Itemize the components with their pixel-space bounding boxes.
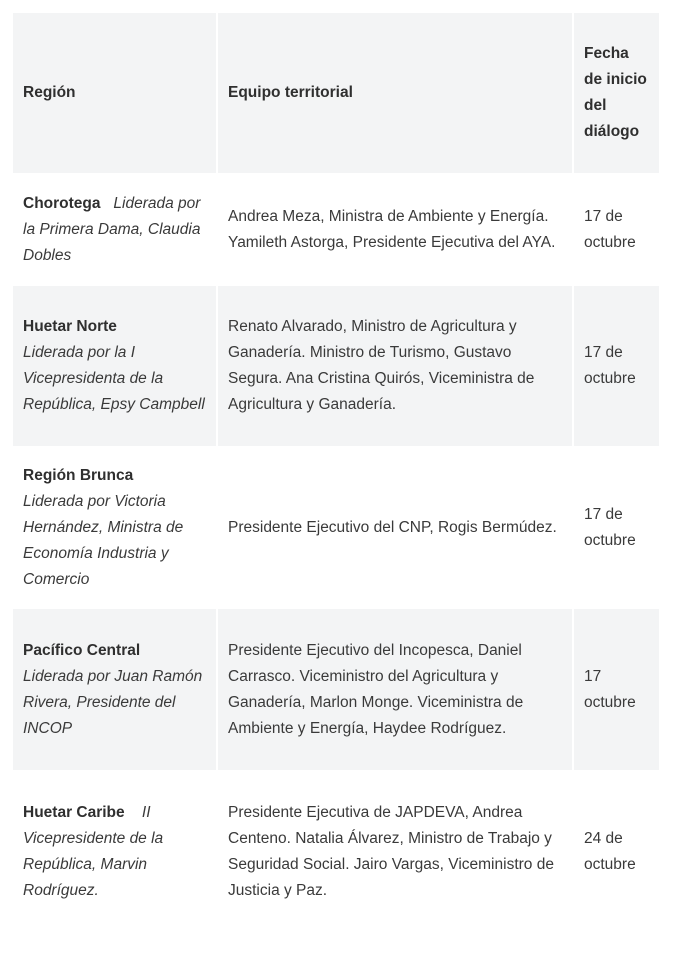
- header-date: Fecha de inicio del diálogo: [574, 13, 659, 173]
- table-row: [13, 446, 659, 609]
- header-region: Región: [13, 13, 218, 173]
- date-cell: 17 de octubre: [584, 207, 636, 251]
- regions-table: [13, 13, 659, 933]
- date-cell: 24 de octubre: [584, 829, 636, 873]
- table-header-row: [13, 13, 659, 173]
- header-team: Equipo territorial: [218, 13, 574, 173]
- team-cell: Andrea Meza, Ministra de Ambiente y Energía. Yamileth Astorga, Presidente Ejecutiva del AYA.: [218, 173, 574, 286]
- team-cell: Renato Alvarado, Ministro de Agricultura y Ganadería. Ministro de Turismo, Gustavo Segura. Ana Cristina Quirós, Viceministra de Agricultura y Ganadería.: [218, 286, 574, 446]
- region-cell: [13, 446, 218, 609]
- table-row: [13, 770, 659, 933]
- region-cell: [13, 286, 218, 446]
- team-cell: Presidente Ejecutivo del Incopesca, Daniel Carrasco. Viceministro del Agricultura y Ganadería, Marlon Monge. Viceministra de Ambiente y Energía, Haydee Rodríguez.: [218, 609, 574, 770]
- region-leader: II Vicepresidente de la República, Marvin Rodríguez.: [23, 803, 164, 899]
- team-cell: Presidente Ejecutivo del CNP, Rogis Bermúdez.: [218, 446, 574, 609]
- region-leader: Liderada por Juan Ramón Rivera, Presidente del INCOP: [23, 667, 203, 737]
- table-row: [13, 173, 659, 286]
- region-name: Región Brunca: [23, 466, 134, 484]
- region-cell: [13, 609, 218, 770]
- date-cell: 17 octubre: [574, 609, 659, 770]
- region-cell: [13, 770, 218, 933]
- region-name: Pacífico Central: [23, 641, 141, 659]
- region-leader: Liderada por la Primera Dama, Claudia Dobles: [23, 194, 201, 264]
- date-cell: 17 de octubre: [574, 286, 659, 446]
- region-leader: Liderada por la I Vicepresidenta de la República, Epsy Campbell: [23, 344, 205, 413]
- table-row: [13, 286, 659, 446]
- region-name: Chorotega: [23, 194, 101, 212]
- table-row: [13, 609, 659, 770]
- region-leader: Liderada por Victoria Hernández, Ministra de Economía Industria y Comercio: [23, 492, 184, 588]
- region-name: Huetar Norte: [23, 318, 117, 335]
- team-cell: Presidente Ejecutiva de JAPDEVA, Andrea Centeno. Natalia Álvarez, Ministro de Trabajo y Seguridad Social. Jairo Vargas, Viceministro de Justicia y Paz.: [218, 770, 574, 933]
- region-cell: [13, 173, 218, 286]
- region-name: Huetar Caribe: [23, 803, 125, 821]
- date-cell: 17 de octubre: [584, 505, 636, 549]
